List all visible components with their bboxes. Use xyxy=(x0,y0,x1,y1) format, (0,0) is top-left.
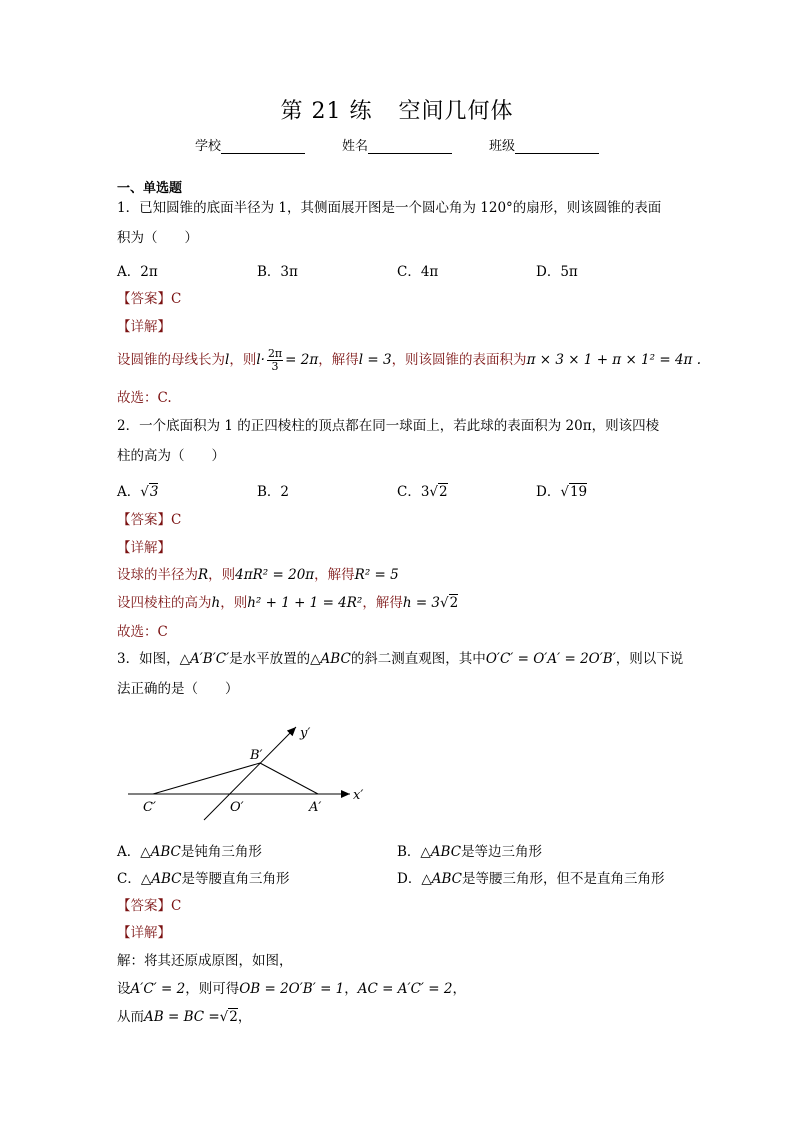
school-label: 学校 xyxy=(195,139,222,154)
q3-stem-text-a: 3．如图， xyxy=(117,651,180,667)
q1-detail-heading: 【详解】 xyxy=(117,319,171,335)
q2-stem-line1: 2．一个底面积为 1 的正四棱柱的顶点都在同一球面上，若此球的表面积为 20π，则该四棱 xyxy=(117,418,660,434)
class-blank[interactable] xyxy=(515,139,599,154)
q3-option-b-label: B． xyxy=(397,844,421,860)
label-y: y′ xyxy=(300,726,311,741)
q3-stem-math: O′C′ = O′A′ = 2O′B′ xyxy=(485,651,616,667)
label-b: B′ xyxy=(250,748,263,763)
q1-frac-num: 2π xyxy=(267,347,283,360)
q2-sol2-text-a: 设四棱柱的高为 xyxy=(117,595,212,611)
school-blank[interactable] xyxy=(221,139,305,154)
q3-stem-line2: 法正确的是（ ） xyxy=(117,681,239,697)
oblique-projection-figure xyxy=(120,715,380,825)
q3-sol3-text-b: ， xyxy=(237,1009,252,1025)
q1-sol-math3: π × 3 × 1 + π × 1² = 4π . xyxy=(526,352,702,368)
q2-solution-line2: 设四棱柱的高为h，则h² + 1 + 1 = 4R²，解得h = 3√2 xyxy=(117,595,459,611)
q2-sol1-text-b: ，则 xyxy=(208,567,236,583)
name-blank[interactable] xyxy=(368,139,452,154)
q2-sol1-math: 4πR² = 20π xyxy=(235,567,315,583)
q3-sol2-math1: A′C′ = 2 xyxy=(130,981,186,997)
q3-stem-tri1: △A′B′C′ xyxy=(179,651,230,667)
q2-sol2-math2: h = 3 xyxy=(402,595,441,611)
segment-b-a xyxy=(260,763,318,794)
q3-sol3-math: AB = BC = xyxy=(144,1009,220,1025)
section-heading: 一、单选题 xyxy=(117,181,183,196)
q3-option-a-label: A． xyxy=(117,844,141,860)
y-axis-line xyxy=(204,727,296,820)
page-title xyxy=(0,94,794,125)
q3-solution-line3: 从而AB = BC =√2， xyxy=(117,1009,252,1025)
segment-c-b xyxy=(153,763,260,794)
q3-stem-text-d: ，则以下说 xyxy=(615,651,684,667)
q3-option-c xyxy=(117,867,289,887)
q1-option-d: D．5π xyxy=(536,264,578,280)
name-field xyxy=(342,135,452,154)
q3-sol2-math3: AC = A′C′ = 2 xyxy=(357,981,453,997)
q1-sol-math1-post: = 2π xyxy=(285,352,319,368)
q3-option-d-label: D． xyxy=(397,871,422,887)
q3-solution-line1: 解：将其还原成原图，如图， xyxy=(117,953,293,969)
q1-frac-den: 3 xyxy=(271,360,279,373)
q1-stem-line2: 积为（ ） xyxy=(117,230,198,246)
q2-sol1-text-c: ，解得 xyxy=(314,567,355,583)
q2-conclusion: 故选：C xyxy=(117,624,168,640)
q1-sol-math-l: l xyxy=(225,352,230,368)
q3-option-a xyxy=(117,840,262,860)
q2-sol1-text-a: 设球的半径为 xyxy=(117,567,198,583)
label-a: A′ xyxy=(309,800,322,815)
q2-solution-line1 xyxy=(117,563,399,583)
q3-stem-text-c: 的斜二测直观图，其中 xyxy=(350,651,486,667)
q3-option-c-label: C． xyxy=(117,871,141,887)
q3-solution-line2 xyxy=(117,977,466,997)
q2-detail-heading: 【详解】 xyxy=(117,540,171,556)
school-field xyxy=(195,135,305,154)
q2-option-d: D．√19 xyxy=(536,484,588,500)
q3-option-c-tri: △ABC xyxy=(140,871,182,887)
q3-sol2-text-b: ，则可得 xyxy=(185,981,240,997)
q2-stem-line2: 柱的高为（ ） xyxy=(117,448,225,464)
q2-option-a-radicand: 3 xyxy=(149,484,159,500)
q2-option-c-label: C．3 xyxy=(397,484,430,500)
q3-option-c-text: 是等腰直角三角形 xyxy=(181,871,290,887)
q3-option-b-tri: △ABC xyxy=(420,844,462,860)
class-field xyxy=(489,135,599,154)
q3-sol2-text-a: 设 xyxy=(117,981,131,997)
q3-stem-line1 xyxy=(117,647,683,667)
q2-option-a-label: A． xyxy=(117,484,141,500)
q3-option-d xyxy=(397,867,664,887)
q3-sol2-text-d: ， xyxy=(452,981,466,997)
q3-sol3-text-a: 从而 xyxy=(117,1009,144,1025)
q3-option-b xyxy=(397,840,542,860)
q2-option-c-radicand: 2 xyxy=(439,484,448,500)
q1-answer: 【答案】C xyxy=(117,291,182,307)
q1-stem-line1: 1．已知圆锥的底面半径为 1，其侧面展开图是一个圆心角为 120°的扇形，则该圆锥的表面 xyxy=(117,200,662,216)
q2-sol2-radicand: 2 xyxy=(449,595,459,611)
q3-detail-heading: 【详解】 xyxy=(117,925,171,941)
q3-option-d-text: 是等腰三角形，但不是直角三角形 xyxy=(461,871,665,887)
q1-sol-fraction xyxy=(267,348,283,373)
q1-sol-text-c: ，解得 xyxy=(318,352,359,368)
q3-stem-tri2: △ABC xyxy=(310,651,351,667)
q1-sol-text-a: 设圆锥的母线长为 xyxy=(117,352,225,368)
q2-option-a: A．√3 xyxy=(117,484,159,500)
q1-solution xyxy=(117,348,701,373)
q2-option-d-label: D． xyxy=(536,484,561,500)
q3-sol2-text-c: ， xyxy=(344,981,358,997)
q1-option-b: B．3π xyxy=(257,264,298,280)
q3-sol2-math2: OB = 2O′B′ = 1 xyxy=(239,981,345,997)
q2-sol1-math2: R² = 5 xyxy=(354,567,399,583)
q3-sol3-radicand: 2 xyxy=(229,1009,238,1025)
title-sub: 空间几何体 xyxy=(398,99,514,124)
q2-sol2-text-c: ，解得 xyxy=(362,595,403,611)
q2-sol2-h: h xyxy=(211,595,221,611)
label-o: O′ xyxy=(230,800,244,815)
q2-sol1-r: R xyxy=(198,567,209,583)
label-x: x′ xyxy=(353,788,364,803)
q1-conclusion: 故选：C. xyxy=(117,390,172,406)
q3-stem-text-b: 是水平放置的 xyxy=(229,651,311,667)
q3-option-a-tri: △ABC xyxy=(140,844,181,860)
q1-sol-math2: l = 3 xyxy=(358,352,392,368)
q3-option-a-text: 是钝角三角形 xyxy=(180,844,262,860)
q2-option-d-radicand: 19 xyxy=(569,484,588,500)
q2-answer: 【答案】C xyxy=(117,512,182,528)
q1-sol-text-b: ，则 xyxy=(229,352,257,368)
q1-sol-math1-pre: l· xyxy=(256,352,265,368)
q3-option-d-tri: △ABC xyxy=(421,871,462,887)
q2-option-c: C．3√2 xyxy=(397,484,448,500)
q3-option-b-text: 是等边三角形 xyxy=(461,844,543,860)
q1-option-c: C．4π xyxy=(397,264,439,280)
q2-sol2-math: h² + 1 + 1 = 4R² xyxy=(247,595,363,611)
q1-sol-text-d: ，则该圆锥的表面积为 xyxy=(391,352,527,368)
name-label: 姓名 xyxy=(342,139,369,154)
q1-option-a: A．2π xyxy=(117,264,158,280)
q2-sol2-text-b: ，则 xyxy=(220,595,248,611)
q2-option-b: B．2 xyxy=(257,484,290,500)
title-main: 第 21 练 xyxy=(280,99,373,124)
q3-answer: 【答案】C xyxy=(117,898,182,914)
label-c: C′ xyxy=(143,800,156,815)
class-label: 班级 xyxy=(489,139,516,154)
